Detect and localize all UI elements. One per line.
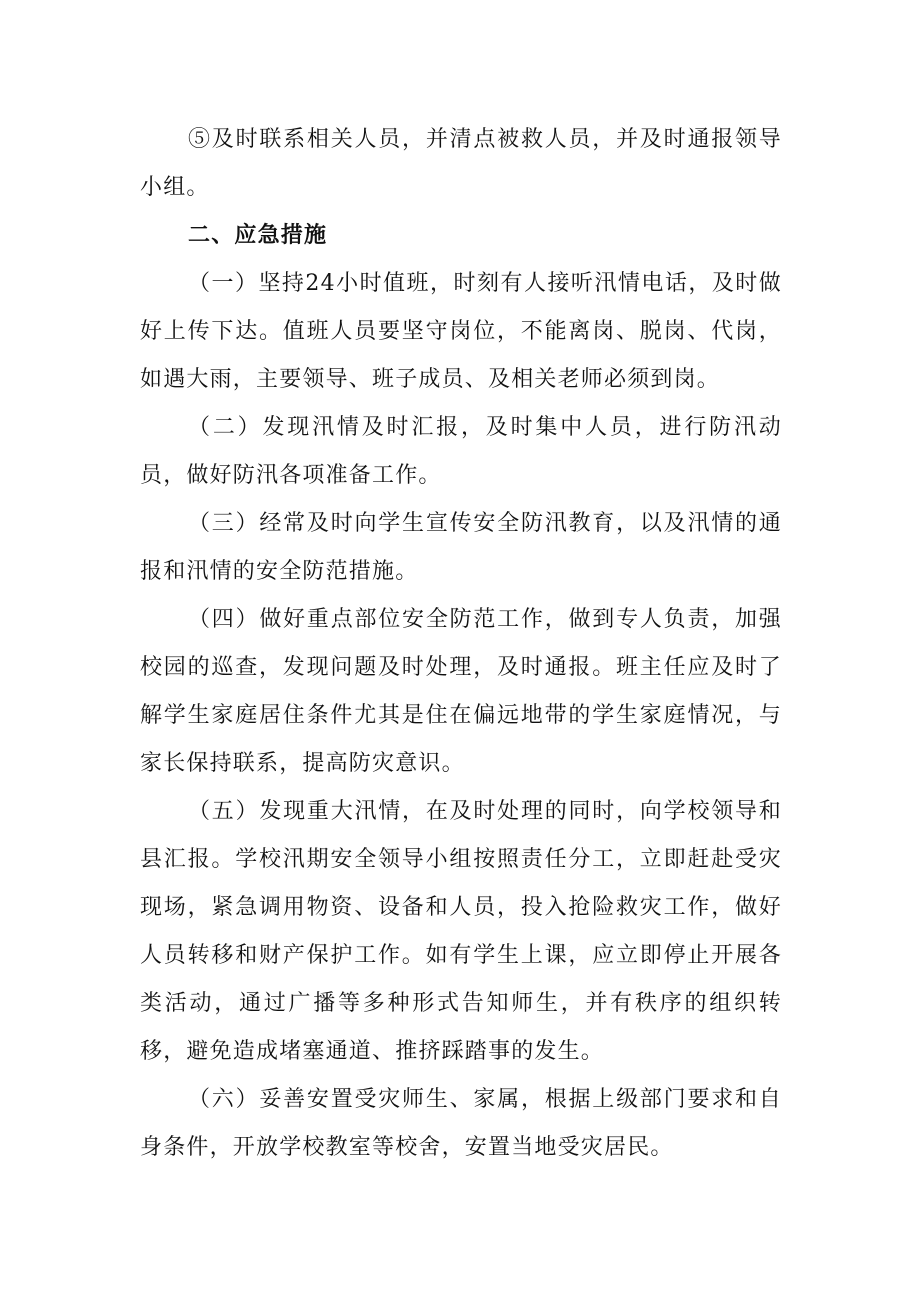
paragraph-measure-6: （六）妥善安置受灾师生、家属，根据上级部门要求和自身条件，开放学校教室等校舍，安置当地受灾居民。 [140,1087,782,1160]
section-heading-emergency-measures: 二、应急措施 [188,223,328,248]
paragraph-measure-3: （三）经常及时向学生宣传安全防汛教育，以及汛情的通报和汛情的安全防范措施。 [140,511,782,584]
paragraph-measure-1: （一）坚持24小时值班，时刻有人接听汛情电话，及时做好上传下达。值班人员要坚守岗位，不能离岗、脱岗、代岗，如遇大雨，主要领导、班子成员、及相关老师必须到岗。 [140,271,782,392]
paragraph-measure-2: （二）发现汛情及时汇报，及时集中人员，进行防汛动员，做好防汛各项准备工作。 [140,415,782,488]
document-body [140,116,782,1172]
paragraph-contact-rescued: ⑤及时联系相关人员，并清点被救人员，并及时通报领导小组。 [140,127,782,200]
paragraph-measure-4: （四）做好重点部位安全防范工作，做到专人负责，加强校园的巡查，发现问题及时处理，及时通报。班主任应及时了解学生家庭居住条件尤其是住在偏远地带的学生家庭情况，与家长保持联系，提高防灾意识。 [140,607,782,776]
paragraph-measure-5: （五）发现重大汛情，在及时处理的同时，向学校领导和县汇报。学校汛期安全领导小组按照责任分工，立即赶赴受灾现场，紧急调用物资、设备和人员，投入抢险救灾工作，做好人员转移和财产保护工作。如有学生上课，应立即停止开展各类活动，通过广播等多种形式告知师生，并有秩序的组织转移，避免造成堵塞通道、推挤踩踏事的发生。 [140,799,782,1064]
